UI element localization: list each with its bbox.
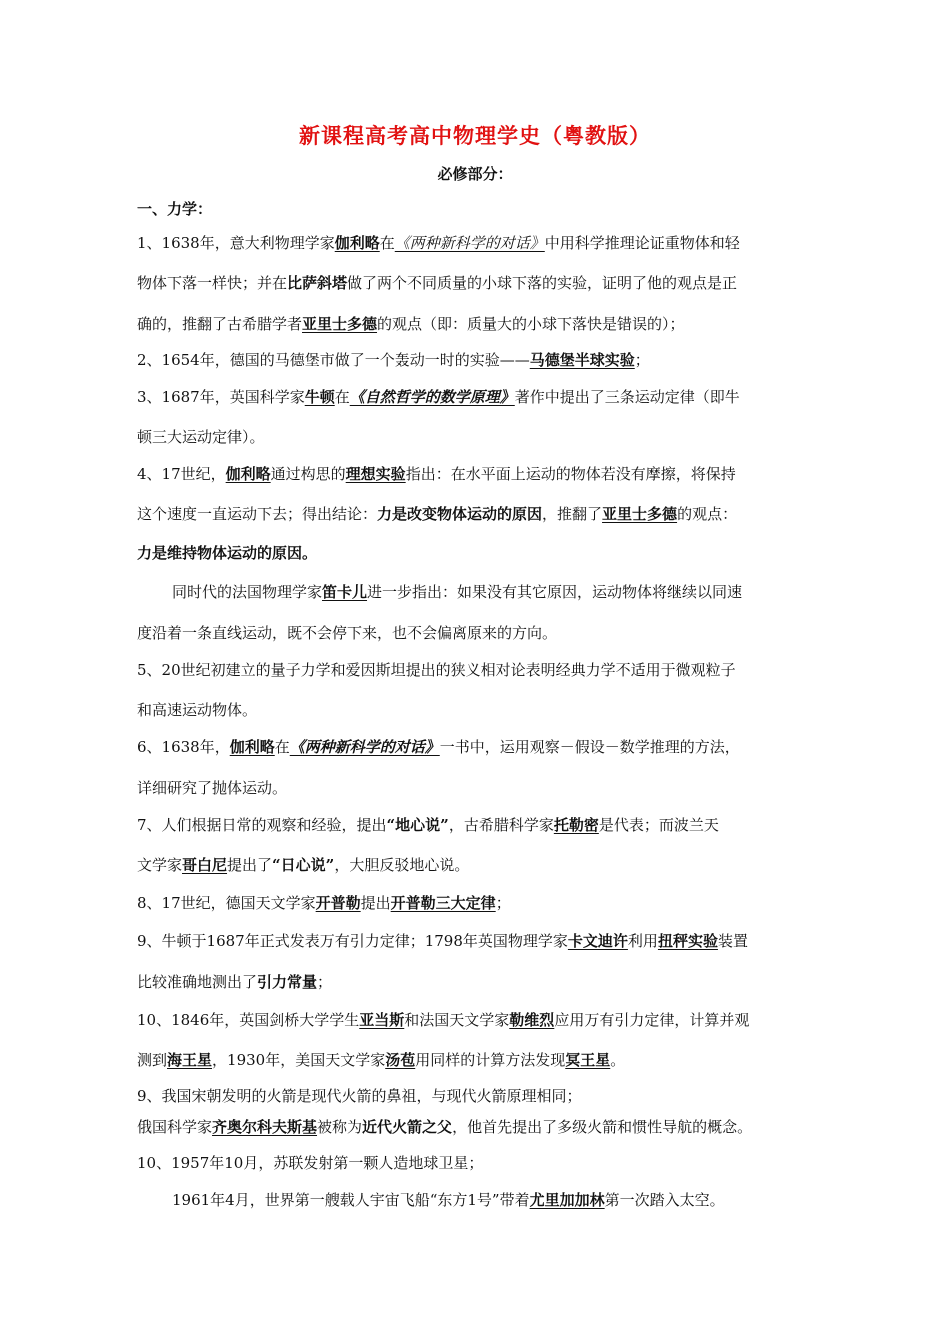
emphasis-text: 齐奥尔科夫斯基 (212, 1118, 318, 1136)
body-line (172, 1190, 817, 1210)
emphasis-text: 亚当斯 (359, 1011, 405, 1029)
body-line (137, 273, 817, 293)
text-run: 比较准确地测出了 (137, 973, 258, 991)
text-run: 用同样的计算方法发现 (415, 1051, 566, 1069)
text-run: ，大胆反驳地心说。 (334, 856, 470, 874)
body-line (137, 1117, 817, 1137)
emphasis-text: 《自然哲学的数学原理》 (349, 388, 515, 406)
emphasis-text: 理想实验 (345, 465, 406, 483)
text-run: 应用万有引力定律，计算并观 (554, 1011, 750, 1029)
body-line (137, 972, 817, 992)
text-run: 确的，推翻了古希腊学者 (137, 315, 303, 333)
text-run: 一书中，运用观察－假设－数学推理的方法， (439, 738, 740, 756)
text-run: 和法国天文学家 (404, 1011, 510, 1029)
emphasis-text: 汤苞 (385, 1051, 416, 1069)
emphasis-text: “日心说” (272, 856, 335, 874)
text-run: 详细研究了抛体运动。 (137, 779, 288, 797)
emphasis-text: 托勒密 (553, 816, 599, 834)
text-run: 的观点： (677, 505, 738, 523)
text-run: 1961年4月，世界第一艘载人宇宙飞船“东方1号”带着 (172, 1191, 530, 1209)
text-run: 这个速度一直运动下去；得出结论： (137, 505, 378, 523)
emphasis-text: 比萨斜塔 (287, 274, 348, 292)
body-line (137, 1153, 817, 1173)
section-heading: 一、力学： (137, 200, 213, 218)
text-run: 测到 (137, 1051, 168, 1069)
emphasis-text: 笛卡儿 (322, 583, 368, 601)
text-run: ，推翻了 (542, 505, 603, 523)
text-run: 做了两个不同质量的小球下落的实验，证明了他的观点是正 (347, 274, 738, 292)
text-run: 俄国科学家 (137, 1118, 213, 1136)
body-line (137, 931, 817, 951)
text-run: 被称为 (317, 1118, 363, 1136)
body-line (137, 464, 817, 484)
body-line (137, 778, 817, 798)
body-line (137, 815, 817, 835)
body-line (137, 350, 817, 370)
emphasis-text: 伽利略 (229, 738, 275, 756)
emphasis-text: 伽利略 (225, 465, 271, 483)
body-line (137, 893, 817, 913)
text-run: 。 (610, 1051, 626, 1069)
body-line (137, 700, 817, 720)
text-run: 和高速运动物体。 (137, 701, 258, 719)
text-run: 通过构思的 (270, 465, 346, 483)
text-run: ，古希腊科学家 (448, 816, 554, 834)
emphasis-text: 海王星 (167, 1051, 213, 1069)
body-line (137, 660, 817, 680)
text-run: ； (495, 894, 511, 912)
emphasis-text: 勒维烈 (509, 1011, 555, 1029)
text-run: 顿三大运动定律）。 (137, 428, 265, 446)
document-title: 新课程高考高中物理学史（粤教版） (299, 123, 651, 148)
text-run: ； (317, 973, 333, 991)
emphasis-text: 开普勒三大定律 (390, 894, 496, 912)
text-run: 是代表；而波兰天 (598, 816, 719, 834)
body-line (137, 233, 817, 253)
text-run: 8、17世纪，德国天文学家 (137, 894, 316, 912)
text-run: ； (634, 351, 650, 369)
text-run: 在 (379, 234, 395, 252)
emphasis-text: 牛顿 (304, 388, 335, 406)
emphasis-text: “地心说” (386, 816, 449, 834)
emphasis-text: 尤里加加林 (529, 1191, 605, 1209)
text-run: 9、牛顿于1687年正式发表万有引力定律；1798年英国物理学家 (137, 932, 568, 950)
emphasis-text: 卡文迪许 (567, 932, 628, 950)
text-run: 7、人们根据日常的观察和经验，提出 (137, 816, 387, 834)
text-run: 提出了 (227, 856, 273, 874)
body-line (137, 387, 817, 407)
emphasis-text: 《两种新科学的对话》 (289, 738, 440, 756)
body-line (137, 1010, 817, 1030)
emphasis-text: 冥王星 (565, 1051, 611, 1069)
text-run: 进一步指出：如果没有其它原因，运动物体将继续以同速 (367, 583, 743, 601)
body-line (172, 582, 817, 602)
emphasis-text: 马德堡半球实验 (529, 351, 635, 369)
emphasis-text: 引力常量 (257, 973, 318, 991)
body-line (137, 1086, 817, 1106)
document-subtitle: 必修部分： (437, 165, 513, 183)
text-run: 4、17世纪， (137, 465, 226, 483)
text-run: 在 (334, 388, 350, 406)
emphasis-text: 《两种新科学的对话》 (394, 234, 545, 252)
text-run: 1、1638年，意大利物理学家 (137, 234, 335, 252)
body-line (137, 855, 817, 875)
emphasis-text: 亚里士多德 (602, 505, 678, 523)
body-line (137, 543, 817, 563)
body-line (137, 314, 817, 334)
text-run: 同时代的法国物理学家 (172, 583, 323, 601)
text-run: 物体下落一样快；并在 (137, 274, 288, 292)
text-run: 著作中提出了三条运动定律（即牛 (514, 388, 740, 406)
emphasis-text: 哥白尼 (182, 856, 228, 874)
body-line (137, 427, 817, 447)
emphasis-text: 力是改变物体运动的原因 (377, 505, 543, 523)
body-line (137, 623, 817, 643)
text-run: 利用 (627, 932, 658, 950)
text-run: 的观点（即：质量大的小球下落快是错误的）； (377, 315, 685, 333)
text-run: 提出 (360, 894, 391, 912)
text-run: 在 (274, 738, 290, 756)
emphasis-text: 扭秤实验 (657, 932, 718, 950)
text-run: 装置 (717, 932, 748, 950)
text-run: 2、1654年，德国的马德堡市做了一个轰动一时的实验—— (137, 351, 530, 369)
emphasis-text: 近代火箭之父 (362, 1118, 453, 1136)
text-run: 10、1846年，英国剑桥大学学生 (137, 1011, 360, 1029)
text-run: 度沿着一条直线运动，既不会停下来，也不会偏离原来的方向。 (137, 624, 558, 642)
body-line (137, 504, 817, 524)
emphasis-text: 力是维持物体运动的原因。 (137, 544, 318, 562)
text-run: 10、1957年10月，苏联发射第一颗人造地球卫星； (137, 1154, 484, 1172)
text-run: 中用科学推理论证重物体和轻 (544, 234, 740, 252)
text-run: ，他首先提出了多级火箭和惯性导航的概念。 (452, 1118, 753, 1136)
text-run: 5、20世纪初建立的量子力学和爱因斯坦提出的狭义相对论表明经典力学不适用于微观粒子 (137, 661, 736, 679)
text-run: 第一次踏入太空。 (604, 1191, 725, 1209)
emphasis-text: 亚里士多德 (302, 315, 378, 333)
text-run: 指出：在水平面上运动的物体若没有摩擦，将保持 (405, 465, 736, 483)
body-line (137, 737, 817, 757)
text-run: 6、1638年， (137, 738, 230, 756)
text-run: 文学家 (137, 856, 183, 874)
body-line (137, 1050, 817, 1070)
text-run: 9、我国宋朝发明的火箭是现代火箭的鼻祖，与现代火箭原理相同； (137, 1087, 582, 1105)
emphasis-text: 开普勒 (315, 894, 361, 912)
emphasis-text: 伽利略 (334, 234, 380, 252)
text-run: ，1930年，美国天文学家 (212, 1051, 386, 1069)
text-run: 3、1687年，英国科学家 (137, 388, 305, 406)
